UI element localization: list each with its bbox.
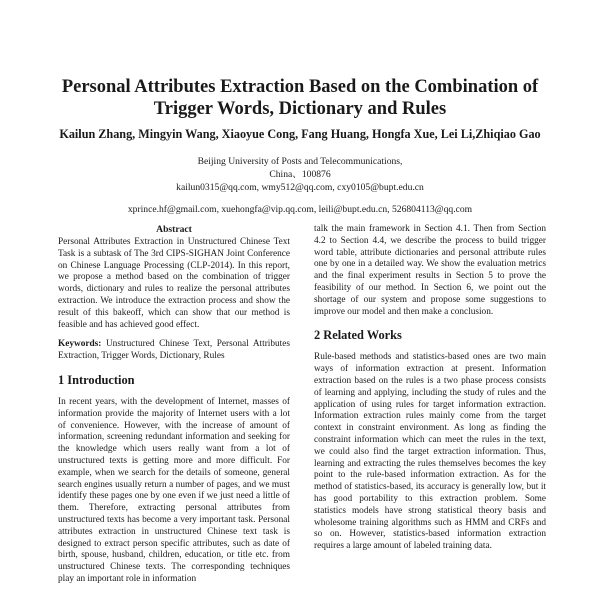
related-works-text: Rule-based methods and statistics-based ones are two main ways of information extraction at present. Information extraction based on the rules is a two phase process consists of learning and applying, including the study of rules and the application of using rules for target information extraction. Information extraction rules mainly come from the target context in constraint environment. As long as finding the constraint information which can meet the rules in the text, we could also find the target extraction information. Thus, learning and extracting the rules themselves becomes the key point to the rule-based information extraction. As for the method of statistics-based, its accuracy is generally low, but it has good portability to this extraction problem. Some statistics models have strong statistical theory basis and wholesome training algorithms such as HMM and CRFs and so on. However, statistics-based information extraction requires a large amount of labeled training data. bbox=[314, 352, 546, 552]
right-column bbox=[314, 224, 546, 553]
title-line-2: Trigger Words, Dictionary and Rules bbox=[153, 99, 447, 119]
emails-line-1: kailun0315@qq.com, wmy512@qq.com, cxy0105@bupt.edu.cn bbox=[176, 182, 424, 193]
abstract-text: Personal Attributes Extraction in Unstructured Chinese Text Task is a subtask of The 3rd CIPS-SIGHAN Joint Conference on Chinese Language Processing (CLP-2014). In this report, we propose a method based on the combination of trigger words, dictionary and rules to realize the personal attributes extraction. We introduce the extraction process and show the result of this bakeoff, which can show that our method is feasible and has achieved good effect. bbox=[58, 237, 290, 330]
keywords-label: Keywords: bbox=[58, 339, 102, 350]
affiliation-line-1: Beijing University of Posts and Telecommunications, bbox=[197, 156, 403, 167]
author-list: Kailun Zhang, Mingyin Wang, Xiaoyue Cong, Fang Huang, Hongfa Xue, Lei Li,Zhiqiao Gao bbox=[59, 127, 541, 141]
keywords-paragraph bbox=[58, 339, 290, 363]
related-works-heading: 2 Related Works bbox=[314, 328, 402, 343]
affiliation-line-2: China、100876 bbox=[269, 169, 331, 180]
abstract-heading: Abstract bbox=[156, 224, 192, 235]
paper-title bbox=[40, 76, 560, 120]
introduction-heading: 1 Introduction bbox=[58, 372, 135, 387]
left-column bbox=[58, 224, 290, 586]
affiliation-block bbox=[40, 155, 560, 194]
intro-continued-text: talk the main framework in Section 4.1. Then from Section 4.2 to Section 4.4, we describe the process to build trigger word table, attribute dictionaries and personal attribute rules one by one in a detailed way. We show the evaluation metrics and the final experiment results in Section 5 to prove the feasibility of our method. In Section 6, we point out the shortage of our system and propose some suggestions to improve our model and then make a conclusion. bbox=[314, 224, 546, 317]
emails-line-2: xprince.hf@gmail.com, xuehongfa@vip.qq.com, leili@bupt.edu.cn, 526804113@qq.com bbox=[127, 204, 473, 215]
introduction-text: In recent years, with the development of Internet, masses of information provide the majority of Internet users with a lot of convenience. However, with the increase of amount of information, screening redundant information and seeking for the knowledge which users really want from a lot of unstructured texts is getting more and more difficult. For example, when we search for the details of someone, general search engines usually return a number of pages, and we must identify these pages one by one even if we just need a little of them. Therefore, extracting personal attributes from unstructured texts has become a very important task. Personal attributes extraction in unstructured Chinese text task is designed to extract person specific attributes, such as date of birth, spouse, husband, children, education, or title etc. from unstructured Chinese texts. The corresponding techniques play an important role in information bbox=[58, 396, 290, 584]
title-line-1: Personal Attributes Extraction Based on the Combination of bbox=[61, 77, 539, 97]
keywords-text: Unstructured Chinese Text, Personal Attributes Extraction, Trigger Words, Dictionary, Rules bbox=[58, 339, 290, 362]
